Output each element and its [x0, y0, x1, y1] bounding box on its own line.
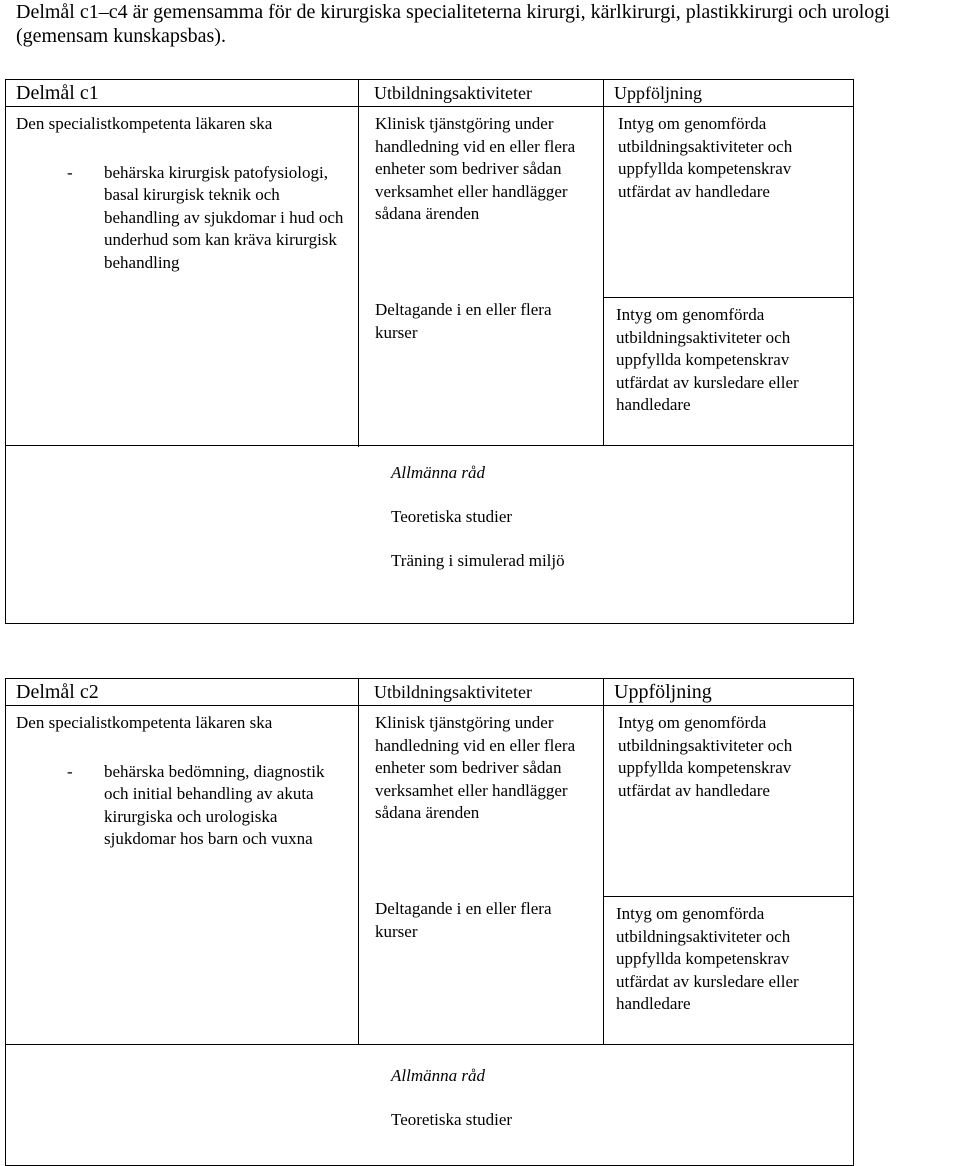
advice-row	[6, 446, 854, 624]
goal-header: Delmål c2	[6, 679, 359, 706]
goal-item-text: behärska bedömning, diagnostik och initial behandling av akuta kirurgiska och urologiska sjukdomar hos barn och vuxna	[104, 761, 325, 848]
advice-item: Teoretiska studier	[391, 1110, 513, 1129]
goal-cell	[6, 107, 359, 446]
goal-intro: Den specialistkompetenta läkaren ska	[16, 114, 273, 133]
activity-clinical: Klinisk tjänstgöring under handledning vid en eller flera enheter som bedriver sådan verksamhet eller handlägger sådana ärenden	[375, 713, 576, 822]
advice-item: Teoretiska studier	[391, 507, 513, 526]
followup-supervisor: Intyg om genomförda utbildningsaktiviteter och uppfyllda kompetenskrav utfärdat av handledare	[604, 107, 853, 298]
goal-cell	[6, 706, 359, 1045]
advice-item: Träning i simulerad miljö	[391, 551, 565, 570]
followup-supervisor: Intyg om genomförda utbildningsaktiviteter och uppfyllda kompetenskrav utfärdat av handledare	[604, 706, 853, 897]
list-dash: -	[67, 162, 73, 182]
table-header-row	[6, 80, 854, 107]
activities-header: Utbildningsaktiviteter	[359, 80, 604, 107]
followup-cell	[604, 706, 854, 1045]
goal-list-item	[6, 761, 358, 851]
table-body-row	[6, 107, 854, 446]
goal-header: Delmål c1	[6, 80, 359, 107]
followup-course: Intyg om genomförda utbildningsaktiviteter och uppfyllda kompetenskrav utfärdat av kursledare eller handledare	[616, 904, 799, 1013]
intro-text: Delmål c1–c4 är gemensamma för de kirurgiska specialiteterna kirurgi, kärlkirurgi, plastikkirurgi och urologi (gemensam kunskapsbas).	[16, 1, 890, 47]
followup-cell	[604, 107, 854, 446]
activities-header: Utbildningsaktiviteter	[359, 679, 604, 706]
goal-table-c1	[5, 79, 854, 624]
list-dash: -	[67, 761, 73, 781]
followup-header: Uppföljning	[604, 679, 854, 706]
goal-item-text: behärska kirurgisk patofysiologi, basal kirurgisk teknik och behandling av sjukdomar i hud och underhud som kan kräva kirurgisk behandling	[104, 162, 344, 272]
goal-table-c2	[5, 678, 854, 1166]
advice-row	[6, 1045, 854, 1166]
advice-title: Allmänna råd	[391, 1066, 485, 1085]
activities-cell	[359, 706, 604, 1045]
followup-course: Intyg om genomförda utbildningsaktiviteter och uppfyllda kompetenskrav utfärdat av kursledare eller handledare	[616, 305, 799, 414]
goal-list-item	[6, 162, 358, 275]
activity-clinical: Klinisk tjänstgöring under handledning vid en eller flera enheter som bedriver sådan verksamhet eller handlägger sådana ärenden	[375, 114, 576, 223]
advice-cell	[6, 1045, 854, 1166]
advice-title: Allmänna råd	[391, 463, 485, 482]
table-header-row	[6, 679, 854, 706]
advice-cell	[6, 446, 854, 624]
activity-courses: Deltagande i en eller flera kurser	[375, 899, 552, 941]
goal-intro: Den specialistkompetenta läkaren ska	[16, 713, 273, 732]
followup-header: Uppföljning	[604, 80, 854, 107]
activity-courses: Deltagande i en eller flera kurser	[375, 300, 552, 342]
activities-cell	[359, 107, 604, 446]
table-body-row	[6, 706, 854, 1045]
